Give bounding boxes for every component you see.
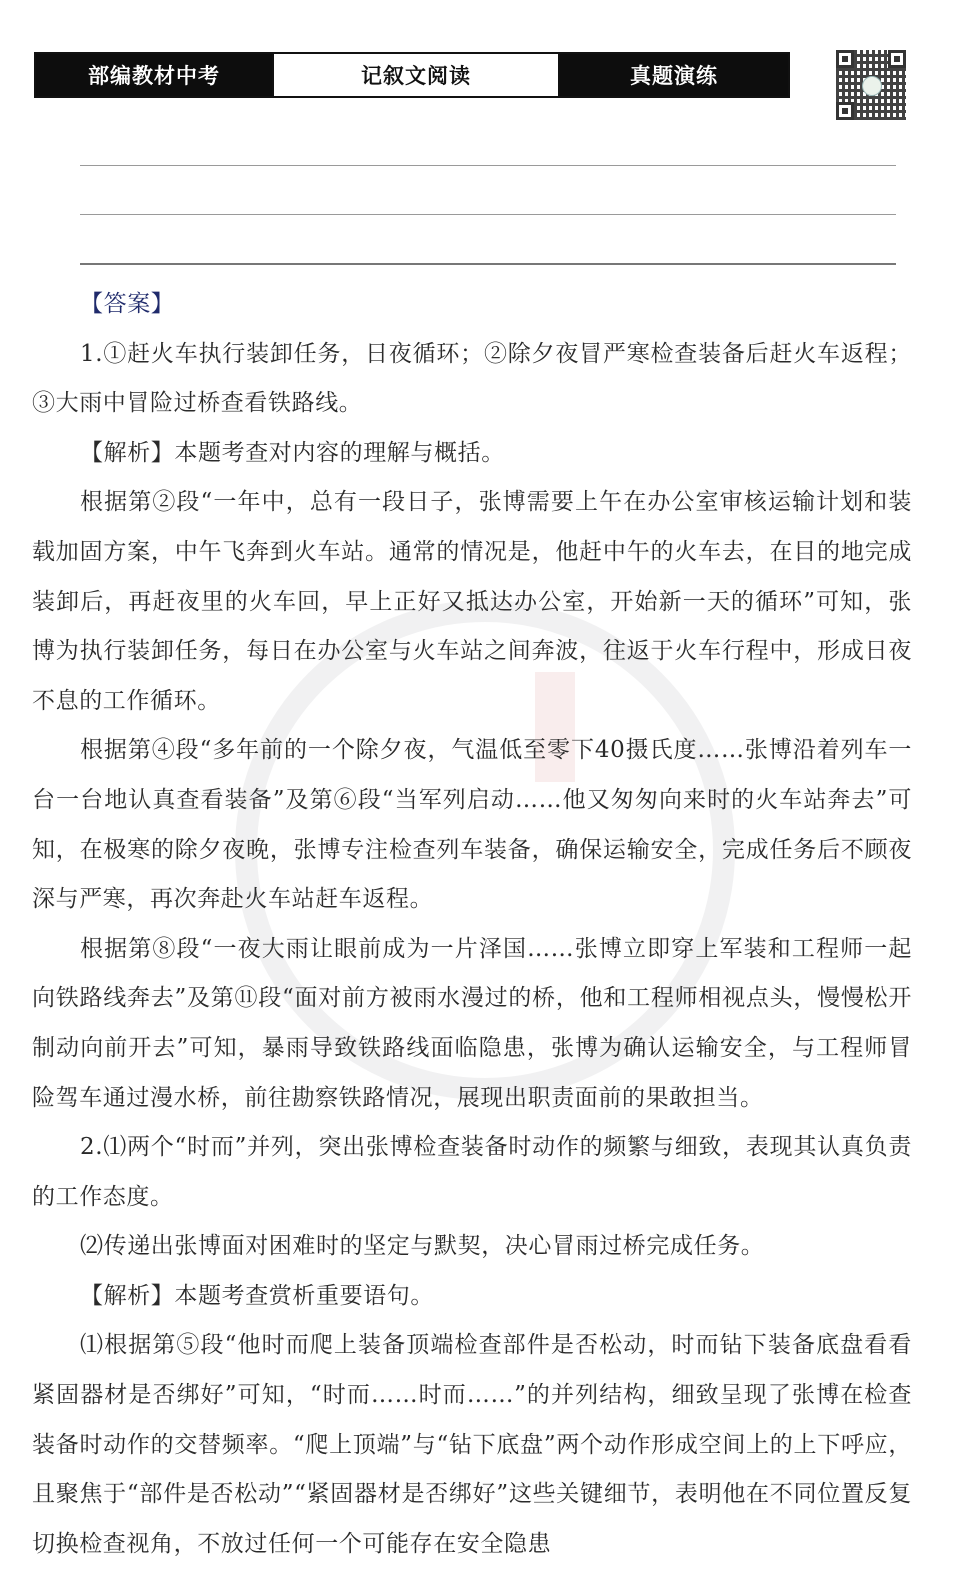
header-practice: 真题演练 [560,54,788,96]
analysis-1-para-3: 根据第⑧段“一夜大雨让眼前成为一片泽国……张博立即穿上军装和工程师一起向铁路线奔去”及第⑪段“面对前方被雨水漫过的桥，他和工程师相视点头，慢慢松开制动向前开去”可知，暴雨导致铁路线面临隐患，张博为确认运输安全，与工程师冒险驾车通过漫水桥，前往勘察铁路情况，展现出职责面前的果敢担当。 [32,935,912,1111]
analysis-1-para-1: 根据第②段“一年中，总有一段日子，张博需要上午在办公室审核运输计划和装载加固方案，中午飞奔到火车站。通常的情况是，他赶中午的火车去，在目的地完成装卸后，再赶夜里的火车回，早上正好又抵达办公室，开始新一天的循环”可知，张博为执行装卸任务，每日在办公室与火车站之间奔波，往返于火车行程中，形成日夜不息的工作循环。 [32,489,912,714]
qr-code-icon[interactable] [836,50,906,120]
answer-content [32,280,912,1569]
header-bar [34,52,790,98]
analysis-2-heading: 【解析】本题考查赏析重要语句。 [80,1282,434,1309]
answer-2-1: 2.⑴两个“时而”并列，突出张博检查装备时动作的频繁与细致，表现其认真负责的工作态度。 [32,1134,912,1210]
header-textbook: 部编教材中考 [36,54,272,96]
answer-2-2: ⑵传递出张博面对困难时的坚定与默契，决心冒雨过桥完成任务。 [80,1233,765,1260]
answer-line-2 [80,214,896,215]
answer-line-3 [80,263,896,265]
analysis-1-para-2: 根据第④段“多年前的一个除夕夜，气温低至零下40摄氏度……张博沿着列车一台一台地认真查看装备”及第⑥段“当军列启动……他又匆匆向来时的火车站奔去”可知，在极寒的除夕夜晚，张博专注检查列车装备，确保运输安全，完成任务后不顾夜深与严寒，再次奔赴火车站赶车返程。 [32,737,912,913]
analysis-2-para-1: ⑴根据第⑤段“他时而爬上装备顶端检查部件是否松动，时而钻下装备底盘看看紧固器材是否绑好”可知，“时而……时而……”的并列结构，细致呈现了张博在检查装备时动作的交替频率。“爬上顶端”与“钻下底盘”两个动作形成空间上的上下呼应，且聚焦于“部件是否松动”“紧固器材是否绑好”这些关键细节，表明他在不同位置反复切换检查视角，不放过任何一个可能存在安全隐患 [32,1332,912,1557]
answer-heading: 【答案】 [80,291,175,317]
analysis-1-heading: 【解析】本题考查对内容的理解与概括。 [80,439,505,466]
header-topic: 记叙文阅读 [272,54,560,96]
answer-line-1 [80,165,896,166]
answer-1: 1.①赶火车执行装卸任务，日夜循环；②除夕夜冒严寒检查装备后赶火车返程；③大雨中冒险过桥查看铁路线。 [32,340,912,417]
